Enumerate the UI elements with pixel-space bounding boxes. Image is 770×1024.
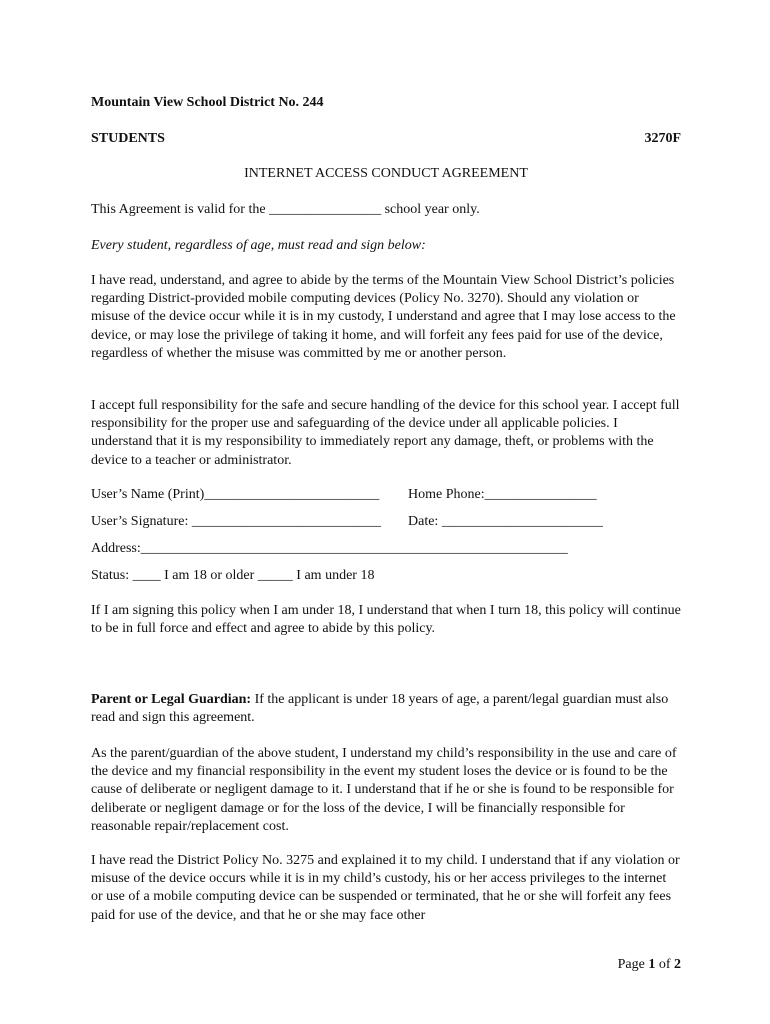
address-field: Address:_____________________________________________________________ [91, 541, 568, 556]
name-field: User’s Name (Print)_________________________ [91, 487, 380, 502]
page-of-word: of [655, 957, 674, 972]
paragraph-under-18: If I am signing this policy when I am under 18, I understand that when I turn 18, this policy will continue to be in full force and effect and agree to abide by this policy. [91, 603, 681, 637]
section-label: STUDENTS [91, 131, 165, 146]
home-phone-field: Home Phone:________________ [408, 487, 597, 502]
page-total: 2 [674, 957, 681, 972]
page-footer [618, 957, 681, 973]
district-name: Mountain View School District No. 244 [91, 95, 324, 110]
guardian-heading: Parent or Legal Guardian: [91, 692, 252, 707]
form-number: 3270F [644, 131, 681, 146]
instruction-line: Every student, regardless of age, must read and sign below: [91, 238, 426, 253]
date-field: Date: _______________________ [408, 514, 603, 529]
page-current: 1 [648, 957, 656, 972]
status-field: Status: ____ I am 18 or older _____ I am under 18 [91, 568, 375, 583]
paragraph-guardian-responsibility: As the parent/guardian of the above student, I understand my child’s responsibility in the use and care of the device and my financial responsibility in the event my student loses the device or is found to be the cause of deliberate or negligent damage to it. I understand that if he or she is found to be responsible for deliberate or negligent damage or for the loss of the device, I will be financially responsible for reasonable repair/replacement cost. [91, 746, 677, 834]
guardian-paragraph [91, 691, 681, 727]
guardian-intro: If the applicant is under 18 years of age, a parent/legal guardian must also read and sign this agreement. [91, 692, 669, 726]
page-word: Page [617, 957, 649, 972]
document-title: INTERNET ACCESS CONDUCT AGREEMENT [244, 166, 528, 181]
paragraph-agreement: I have read, understand, and agree to abide by the terms of the Mountain View School District’s policies regarding District-provided mobile computing devices (Policy No. 3270). Should any violation or misuse of the device occur while it is in my custody, I understand and agree that I may lose access to the device, or may lose the privilege of taking it home, and will forfeit any fees paid for use of the device, regardless of whether the misuse was committed by me or another person. [91, 273, 676, 361]
section-header [91, 130, 681, 148]
paragraph-guardian-policy: I have read the District Policy No. 3275 and explained it to my child. I understand that if any violation or misuse of the device occurs while it is in my child’s custody, his or her access privileges to the internet or use of a mobile computing device can be suspended or terminated, that he or she will forfeit any fees paid for use of the device, and that he or she may face other [91, 853, 680, 923]
paragraph-responsibility: I accept full responsibility for the safe and secure handling of the device for this school year. I accept full responsibility for the proper use and safeguarding of the device under all applicable policies. I understand that it is my responsibility to immediately report any damage, theft, or problems with the device to a teacher or administrator. [91, 398, 680, 468]
signature-field: User’s Signature: ___________________________ [91, 514, 381, 529]
validity-line: This Agreement is valid for the ________________ school year only. [91, 202, 480, 217]
